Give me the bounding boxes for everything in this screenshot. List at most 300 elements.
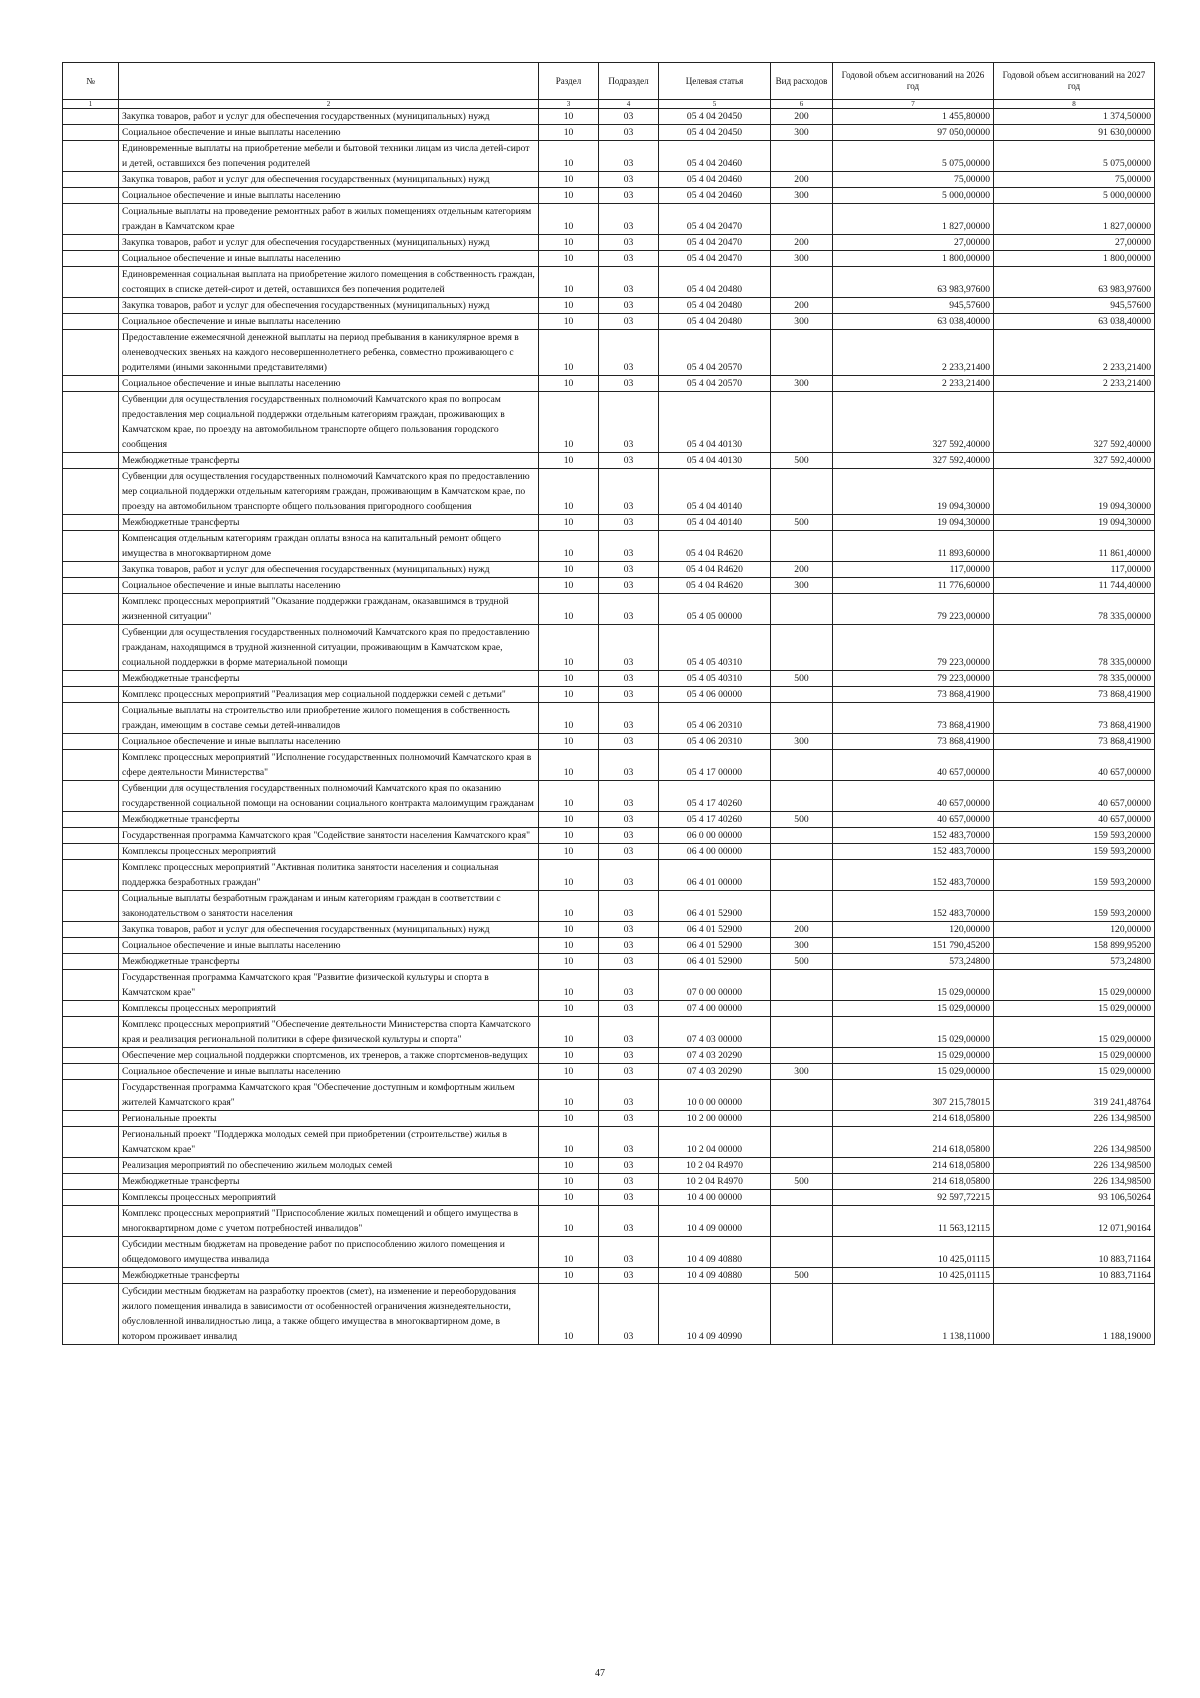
row-razdel: 10 <box>539 844 599 860</box>
row-vid: 200 <box>771 109 833 125</box>
row-2027: 91 630,00000 <box>994 125 1155 141</box>
row-podrazdel: 03 <box>599 453 659 469</box>
row-vid <box>771 970 833 1001</box>
row-celevaya: 10 4 09 40880 <box>659 1268 771 1284</box>
row-podrazdel: 03 <box>599 750 659 781</box>
row-num <box>63 594 119 625</box>
row-vid <box>771 469 833 515</box>
row-celevaya: 06 0 00 00000 <box>659 828 771 844</box>
row-num <box>63 562 119 578</box>
row-2026: 11 776,60000 <box>833 578 994 594</box>
row-2026: 2 233,21400 <box>833 376 994 392</box>
row-num <box>63 298 119 314</box>
col-num-4: 4 <box>599 100 659 109</box>
row-2027: 5 075,00000 <box>994 141 1155 172</box>
row-num <box>63 844 119 860</box>
row-2026: 214 618,05800 <box>833 1174 994 1190</box>
row-num <box>63 1001 119 1017</box>
row-celevaya: 05 4 04 20450 <box>659 109 771 125</box>
row-celevaya: 05 4 04 40140 <box>659 515 771 531</box>
row-2026: 73 868,41900 <box>833 734 994 750</box>
row-celevaya: 06 4 01 52900 <box>659 922 771 938</box>
row-podrazdel: 03 <box>599 251 659 267</box>
row-name: Межбюджетные трансферты <box>119 671 539 687</box>
row-razdel: 10 <box>539 1001 599 1017</box>
row-2027: 11 744,40000 <box>994 578 1155 594</box>
row-num <box>63 453 119 469</box>
col-num-1: 1 <box>63 100 119 109</box>
row-vid: 200 <box>771 922 833 938</box>
table-row <box>63 970 1155 1001</box>
row-razdel: 10 <box>539 1158 599 1174</box>
row-razdel: 10 <box>539 251 599 267</box>
row-razdel: 10 <box>539 172 599 188</box>
row-num <box>63 1080 119 1111</box>
row-podrazdel: 03 <box>599 1284 659 1345</box>
row-2026: 75,00000 <box>833 172 994 188</box>
row-celevaya: 10 4 09 40990 <box>659 1284 771 1345</box>
row-razdel: 10 <box>539 891 599 922</box>
row-vid <box>771 1001 833 1017</box>
table-row <box>63 860 1155 891</box>
row-vid: 300 <box>771 314 833 330</box>
row-razdel: 10 <box>539 1080 599 1111</box>
row-2027: 73 868,41900 <box>994 734 1155 750</box>
row-podrazdel: 03 <box>599 938 659 954</box>
table-row <box>63 141 1155 172</box>
row-razdel: 10 <box>539 1284 599 1345</box>
row-2027: 12 071,90164 <box>994 1206 1155 1237</box>
row-razdel: 10 <box>539 970 599 1001</box>
row-celevaya: 10 0 00 00000 <box>659 1080 771 1111</box>
table-row <box>63 922 1155 938</box>
row-podrazdel: 03 <box>599 1190 659 1206</box>
row-celevaya: 05 4 04 20570 <box>659 376 771 392</box>
row-2027: 945,57600 <box>994 298 1155 314</box>
row-name: Социальное обеспечение и иные выплаты населению <box>119 251 539 267</box>
row-name: Субвенции для осуществления государственных полномочий Камчатского края по оказанию государственной социальной помощи на основании социального контракта малоимущим гражданам <box>119 781 539 812</box>
row-2026: 5 075,00000 <box>833 141 994 172</box>
row-podrazdel: 03 <box>599 1237 659 1268</box>
budget-table <box>62 62 1155 1345</box>
row-2026: 73 868,41900 <box>833 703 994 734</box>
row-num <box>63 828 119 844</box>
row-name: Комплекс процессных мероприятий "Обеспечение деятельности Министерства спорта Камчатского края и реализация региональной политики в сфере физической культуры и спорта" <box>119 1017 539 1048</box>
table-row <box>63 453 1155 469</box>
row-num <box>63 1206 119 1237</box>
table-row <box>63 469 1155 515</box>
table-row <box>63 1268 1155 1284</box>
row-num <box>63 109 119 125</box>
row-name: Субсидии местным бюджетам на разработку проектов (смет), на изменение и переоборудования жилого помещения инвалида в зависимости от особенностей ограничения жизнедеятельности, обусловленной инвалидностью лица, а также общего имущества в многоквартирном доме, в котором проживает инвалид <box>119 1284 539 1345</box>
table-row <box>63 1206 1155 1237</box>
row-2026: 79 223,00000 <box>833 671 994 687</box>
row-2027: 2 233,21400 <box>994 376 1155 392</box>
row-celevaya: 07 0 00 00000 <box>659 970 771 1001</box>
row-celevaya: 10 2 04 R4970 <box>659 1174 771 1190</box>
table-row <box>63 891 1155 922</box>
row-name: Комплекс процессных мероприятий "Реализация мер социальной поддержки семей с детьми" <box>119 687 539 703</box>
row-razdel: 10 <box>539 515 599 531</box>
row-podrazdel: 03 <box>599 188 659 204</box>
row-razdel: 10 <box>539 469 599 515</box>
row-vid <box>771 594 833 625</box>
row-vid <box>771 844 833 860</box>
row-name: Социальное обеспечение и иные выплаты населению <box>119 314 539 330</box>
row-podrazdel: 03 <box>599 531 659 562</box>
row-2026: 1 455,80000 <box>833 109 994 125</box>
row-name: Субвенции для осуществления государственных полномочий Камчатского края по вопросам предоставления мер социальной поддержки отдельным категориям граждан, проживающих в Камчатском крае, по проезду на автомобильном транспорте общего пользования городского сообщения <box>119 392 539 453</box>
row-podrazdel: 03 <box>599 1206 659 1237</box>
row-num <box>63 141 119 172</box>
row-celevaya: 05 4 04 20460 <box>659 141 771 172</box>
row-name: Комплексы процессных мероприятий <box>119 1190 539 1206</box>
row-num <box>63 687 119 703</box>
row-razdel: 10 <box>539 141 599 172</box>
row-vid <box>771 204 833 235</box>
row-razdel: 10 <box>539 330 599 376</box>
row-celevaya: 06 4 01 00000 <box>659 860 771 891</box>
row-razdel: 10 <box>539 781 599 812</box>
row-razdel: 10 <box>539 750 599 781</box>
row-2026: 15 029,00000 <box>833 1017 994 1048</box>
header-podrazdel: Подраздел <box>599 63 659 100</box>
row-vid <box>771 1237 833 1268</box>
row-vid: 200 <box>771 562 833 578</box>
row-vid <box>771 781 833 812</box>
row-name: Межбюджетные трансферты <box>119 453 539 469</box>
row-num <box>63 314 119 330</box>
header-num: № <box>63 63 119 100</box>
row-num <box>63 1127 119 1158</box>
row-vid <box>771 267 833 298</box>
table-row <box>63 188 1155 204</box>
table-row <box>63 687 1155 703</box>
row-2026: 214 618,05800 <box>833 1158 994 1174</box>
row-2026: 92 597,72215 <box>833 1190 994 1206</box>
row-name: Социальное обеспечение и иные выплаты населению <box>119 578 539 594</box>
row-num <box>63 922 119 938</box>
row-2027: 63 983,97600 <box>994 267 1155 298</box>
table-row <box>63 1174 1155 1190</box>
table-row <box>63 1237 1155 1268</box>
table-row <box>63 267 1155 298</box>
row-2027: 1 188,19000 <box>994 1284 1155 1345</box>
row-vid: 300 <box>771 578 833 594</box>
row-2026: 15 029,00000 <box>833 1001 994 1017</box>
table-row <box>63 235 1155 251</box>
header-celevaya: Целевая статья <box>659 63 771 100</box>
row-name: Закупка товаров, работ и услуг для обеспечения государственных (муниципальных) нужд <box>119 562 539 578</box>
row-num <box>63 251 119 267</box>
row-celevaya: 06 4 01 52900 <box>659 954 771 970</box>
row-2026: 1 138,11000 <box>833 1284 994 1345</box>
row-num <box>63 376 119 392</box>
table-row <box>63 1127 1155 1158</box>
row-2027: 159 593,20000 <box>994 828 1155 844</box>
row-celevaya: 05 4 04 40130 <box>659 392 771 453</box>
row-num <box>63 671 119 687</box>
row-2027: 73 868,41900 <box>994 703 1155 734</box>
row-name: Государственная программа Камчатского края "Содействие занятости населения Камчатского края" <box>119 828 539 844</box>
row-podrazdel: 03 <box>599 314 659 330</box>
table-row <box>63 1111 1155 1127</box>
row-2027: 78 335,00000 <box>994 671 1155 687</box>
row-2026: 151 790,45200 <box>833 938 994 954</box>
row-podrazdel: 03 <box>599 298 659 314</box>
row-2027: 327 592,40000 <box>994 392 1155 453</box>
row-2026: 120,00000 <box>833 922 994 938</box>
row-2026: 79 223,00000 <box>833 625 994 671</box>
row-vid: 500 <box>771 515 833 531</box>
row-vid <box>771 687 833 703</box>
row-name: Социальное обеспечение и иные выплаты населению <box>119 938 539 954</box>
row-celevaya: 05 4 06 00000 <box>659 687 771 703</box>
row-celevaya: 05 4 04 40140 <box>659 469 771 515</box>
table-row <box>63 750 1155 781</box>
row-2026: 73 868,41900 <box>833 687 994 703</box>
row-2026: 945,57600 <box>833 298 994 314</box>
row-razdel: 10 <box>539 1237 599 1268</box>
row-podrazdel: 03 <box>599 703 659 734</box>
table-row <box>63 1158 1155 1174</box>
row-vid <box>771 1190 833 1206</box>
row-2027: 1 374,50000 <box>994 109 1155 125</box>
table-row <box>63 109 1155 125</box>
row-celevaya: 05 4 04 R4620 <box>659 562 771 578</box>
row-vid <box>771 1048 833 1064</box>
row-vid <box>771 891 833 922</box>
row-name: Реализация мероприятий по обеспечению жильем молодых семей <box>119 1158 539 1174</box>
row-2027: 63 038,40000 <box>994 314 1155 330</box>
row-2027: 73 868,41900 <box>994 687 1155 703</box>
row-podrazdel: 03 <box>599 828 659 844</box>
row-2027: 15 029,00000 <box>994 1064 1155 1080</box>
row-vid: 200 <box>771 172 833 188</box>
row-num <box>63 267 119 298</box>
row-celevaya: 07 4 03 20290 <box>659 1064 771 1080</box>
row-name: Закупка товаров, работ и услуг для обеспечения государственных (муниципальных) нужд <box>119 172 539 188</box>
row-name: Социальные выплаты на строительство или приобретение жилого помещения в собственность граждан, имеющим в составе семьи детей-инвалидов <box>119 703 539 734</box>
row-name: Субвенции для осуществления государственных полномочий Камчатского края по предоставлению мер социальной поддержки отдельным категориям граждан, проживающим в Камчатском крае, по проезду на автомобильном транспорте общего пользования пригородного сообщения <box>119 469 539 515</box>
row-2027: 1 800,00000 <box>994 251 1155 267</box>
row-podrazdel: 03 <box>599 734 659 750</box>
row-2026: 15 029,00000 <box>833 1064 994 1080</box>
table-row <box>63 298 1155 314</box>
row-celevaya: 06 4 01 52900 <box>659 938 771 954</box>
row-num <box>63 204 119 235</box>
row-vid: 300 <box>771 1064 833 1080</box>
row-name: Социальное обеспечение и иные выплаты населению <box>119 734 539 750</box>
row-celevaya: 07 4 00 00000 <box>659 1001 771 1017</box>
col-num-2: 2 <box>119 100 539 109</box>
row-2027: 15 029,00000 <box>994 1017 1155 1048</box>
table-row <box>63 671 1155 687</box>
row-2027: 93 106,50264 <box>994 1190 1155 1206</box>
row-vid: 500 <box>771 1268 833 1284</box>
row-2027: 319 241,48764 <box>994 1080 1155 1111</box>
row-podrazdel: 03 <box>599 141 659 172</box>
row-2026: 40 657,00000 <box>833 750 994 781</box>
row-razdel: 10 <box>539 625 599 671</box>
row-vid <box>771 703 833 734</box>
row-num <box>63 531 119 562</box>
row-vid <box>771 1158 833 1174</box>
row-2026: 40 657,00000 <box>833 781 994 812</box>
row-celevaya: 06 4 00 00000 <box>659 844 771 860</box>
row-name: Закупка товаров, работ и услуг для обеспечения государственных (муниципальных) нужд <box>119 109 539 125</box>
row-2027: 75,00000 <box>994 172 1155 188</box>
row-num <box>63 860 119 891</box>
table-row <box>63 578 1155 594</box>
header-number-row <box>63 100 1155 109</box>
row-name: Закупка товаров, работ и услуг для обеспечения государственных (муниципальных) нужд <box>119 235 539 251</box>
row-num <box>63 734 119 750</box>
row-2027: 11 861,40000 <box>994 531 1155 562</box>
row-num <box>63 188 119 204</box>
row-name: Комплексы процессных мероприятий <box>119 844 539 860</box>
row-vid: 200 <box>771 298 833 314</box>
row-num <box>63 330 119 376</box>
table-row <box>63 330 1155 376</box>
row-celevaya: 10 2 04 00000 <box>659 1127 771 1158</box>
row-razdel: 10 <box>539 1127 599 1158</box>
row-celevaya: 05 4 04 20470 <box>659 251 771 267</box>
row-podrazdel: 03 <box>599 1048 659 1064</box>
row-podrazdel: 03 <box>599 954 659 970</box>
row-num <box>63 1158 119 1174</box>
row-celevaya: 05 4 04 40130 <box>659 453 771 469</box>
row-num <box>63 1284 119 1345</box>
row-vid <box>771 1017 833 1048</box>
row-podrazdel: 03 <box>599 125 659 141</box>
row-2027: 40 657,00000 <box>994 781 1155 812</box>
row-2026: 152 483,70000 <box>833 844 994 860</box>
row-2026: 152 483,70000 <box>833 828 994 844</box>
row-2027: 27,00000 <box>994 235 1155 251</box>
row-razdel: 10 <box>539 1174 599 1190</box>
row-vid <box>771 625 833 671</box>
row-podrazdel: 03 <box>599 970 659 1001</box>
row-name: Комплекс процессных мероприятий "Оказание поддержки гражданам, оказавшимся в трудной жизненной ситуации" <box>119 594 539 625</box>
table-row <box>63 781 1155 812</box>
row-razdel: 10 <box>539 188 599 204</box>
row-vid: 500 <box>771 453 833 469</box>
row-num <box>63 235 119 251</box>
row-name: Комплекс процессных мероприятий "Приспособление жилых помещений и общего имущества в многоквартирном доме с учетом потребностей инвалидов" <box>119 1206 539 1237</box>
row-num <box>63 781 119 812</box>
row-2026: 97 050,00000 <box>833 125 994 141</box>
col-num-3: 3 <box>539 100 599 109</box>
row-num <box>63 891 119 922</box>
row-podrazdel: 03 <box>599 330 659 376</box>
row-num <box>63 125 119 141</box>
row-vid: 300 <box>771 734 833 750</box>
row-name: Единовременная социальная выплата на приобретение жилого помещения в собственность граждан, состоящих в списке детей-сирот и детей, оставшихся без попечения родителей <box>119 267 539 298</box>
header-razdel: Раздел <box>539 63 599 100</box>
row-2027: 40 657,00000 <box>994 750 1155 781</box>
row-2027: 19 094,30000 <box>994 515 1155 531</box>
row-razdel: 10 <box>539 1190 599 1206</box>
col-num-6: 6 <box>771 100 833 109</box>
row-razdel: 10 <box>539 235 599 251</box>
row-celevaya: 10 4 09 40880 <box>659 1237 771 1268</box>
row-celevaya: 07 4 03 20290 <box>659 1048 771 1064</box>
row-num <box>63 392 119 453</box>
row-celevaya: 05 4 06 20310 <box>659 703 771 734</box>
row-razdel: 10 <box>539 1206 599 1237</box>
row-2027: 226 134,98500 <box>994 1174 1155 1190</box>
table-row <box>63 1064 1155 1080</box>
row-2027: 15 029,00000 <box>994 970 1155 1001</box>
row-2026: 5 000,00000 <box>833 188 994 204</box>
row-celevaya: 05 4 04 20480 <box>659 314 771 330</box>
row-num <box>63 750 119 781</box>
row-celevaya: 10 2 04 R4970 <box>659 1158 771 1174</box>
row-celevaya: 05 4 05 40310 <box>659 625 771 671</box>
row-2027: 117,00000 <box>994 562 1155 578</box>
row-name: Комплекс процессных мероприятий "Активная политика занятости населения и социальная поддержка безработных граждан" <box>119 860 539 891</box>
row-celevaya: 05 4 04 20480 <box>659 267 771 298</box>
row-name: Социальные выплаты безработным гражданам и иным категориям граждан в соответствии с законодательством о занятости населения <box>119 891 539 922</box>
row-razdel: 10 <box>539 1048 599 1064</box>
row-2026: 11 893,60000 <box>833 531 994 562</box>
row-name: Социальное обеспечение и иные выплаты населению <box>119 376 539 392</box>
row-celevaya: 05 4 04 20450 <box>659 125 771 141</box>
row-vid: 200 <box>771 235 833 251</box>
row-2027: 1 827,00000 <box>994 204 1155 235</box>
table-row <box>63 844 1155 860</box>
row-name: Государственная программа Камчатского края "Обеспечение доступным и комфортным жильем жителей Камчатского края" <box>119 1080 539 1111</box>
row-celevaya: 05 4 05 40310 <box>659 671 771 687</box>
row-razdel: 10 <box>539 298 599 314</box>
row-celevaya: 10 4 09 00000 <box>659 1206 771 1237</box>
table-row <box>63 625 1155 671</box>
table-row <box>63 172 1155 188</box>
table-row <box>63 1001 1155 1017</box>
row-name: Закупка товаров, работ и услуг для обеспечения государственных (муниципальных) нужд <box>119 922 539 938</box>
row-podrazdel: 03 <box>599 891 659 922</box>
table-row <box>63 828 1155 844</box>
row-name: Компенсация отдельным категориям граждан оплаты взноса на капитальный ремонт общего имущества в многоквартирном доме <box>119 531 539 562</box>
row-2026: 1 827,00000 <box>833 204 994 235</box>
row-2027: 15 029,00000 <box>994 1048 1155 1064</box>
row-2026: 27,00000 <box>833 235 994 251</box>
row-razdel: 10 <box>539 578 599 594</box>
row-2027: 19 094,30000 <box>994 469 1155 515</box>
table-row <box>63 392 1155 453</box>
row-razdel: 10 <box>539 314 599 330</box>
row-podrazdel: 03 <box>599 812 659 828</box>
row-vid: 300 <box>771 125 833 141</box>
row-2027: 158 899,95200 <box>994 938 1155 954</box>
row-2026: 1 800,00000 <box>833 251 994 267</box>
row-2026: 10 425,01115 <box>833 1268 994 1284</box>
row-podrazdel: 03 <box>599 625 659 671</box>
header-2027: Годовой объем ассигнований на 2027 год <box>994 63 1155 100</box>
page-number: 47 <box>595 1668 605 1679</box>
row-num <box>63 703 119 734</box>
row-2027: 78 335,00000 <box>994 594 1155 625</box>
row-name: Предоставление ежемесячной денежной выплаты на период пребывания в каникулярное время в оленеводческих звеньях на каждого несовершеннолетнего ребенка, совместно проживающего с родителями (иными законными представителями) <box>119 330 539 376</box>
row-podrazdel: 03 <box>599 1064 659 1080</box>
row-num <box>63 515 119 531</box>
row-podrazdel: 03 <box>599 235 659 251</box>
row-podrazdel: 03 <box>599 1080 659 1111</box>
row-name: Межбюджетные трансферты <box>119 812 539 828</box>
budget-table-sheet <box>62 62 1154 1345</box>
row-razdel: 10 <box>539 1268 599 1284</box>
